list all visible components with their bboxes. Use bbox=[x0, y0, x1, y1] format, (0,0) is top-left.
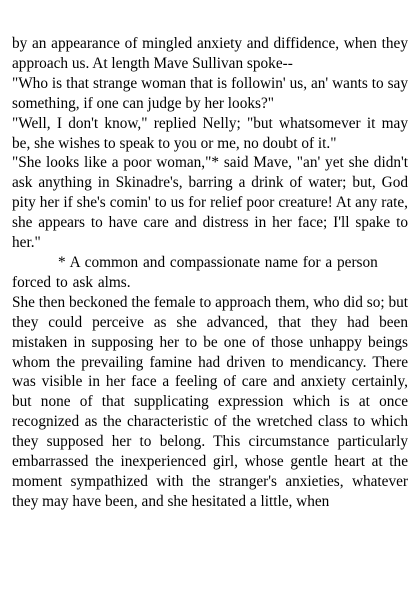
paragraph-nelly-reply: "Well, I don't know," replied Nelly; "but whatsomever it may be, she wishes to speak to you or me, no doubt of it." bbox=[12, 114, 408, 152]
footnote: * A common and compassionate name for a person forced to ask alms. bbox=[12, 253, 378, 291]
page-body bbox=[12, 34, 408, 512]
paragraph-beckoned: She then beckoned the female to approach them, who did so; but they could perceive as she advanced, that they had been mistaken in supposing her to be one of those unhappy beings whom the prevailing famine had driven to mendicancy. There was visible in her face a feeling of care and anxiety certainly, but none of that supplicating expression which is at once recognized as the characteristic of the wretched class to which they supposed her to belong. This circumstance particularly embarrassed the inexperienced girl, whose gentle heart at the moment sympathized with the stranger's anxieties, whatever they may have been, and she hesitated a little, when bbox=[12, 293, 408, 510]
paragraph-mave-question: "Who is that strange woman that is followin' us, an' wants to say something, if one can judge by her looks?" bbox=[12, 74, 408, 112]
paragraph-continuation: by an appearance of mingled anxiety and diffidence, when they approach us. At length Mave Sullivan spoke-- bbox=[12, 35, 408, 72]
paragraph-mave-poor-woman: "She looks like a poor woman,"* said Mave, "an' yet she didn't ask anything in Skinadre's, barring a drink of water; but, God pity her if she's comin' to us for relief poor creature! At any rate, she appears to have care and distress in her face; I'll spake to her." bbox=[12, 154, 408, 252]
